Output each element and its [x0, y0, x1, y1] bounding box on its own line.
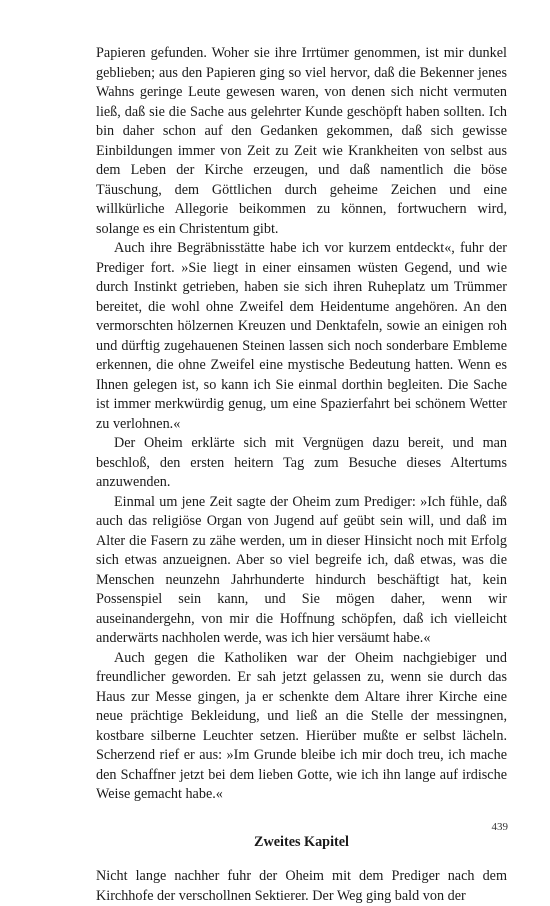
book-page	[96, 44, 507, 906]
chapter-heading: Zweites Kapitel	[254, 833, 349, 850]
chapter-text	[96, 867, 507, 906]
paragraph-1: Papieren gefunden. Woher sie ihre Irrtümer genommen, ist mir dunkel geblieben; aus den Papieren ging so viel hervor, daß die Bekenner jenes Wahns geringe Leute gewesen waren, von denen sich nicht vermuten ließ, daß sie die Sache aus gelehrter Kunde geschöpft haben sollten. Ich bin daher schon auf den Gedanken gekommen, daß sich gewisse Einbildungen immer von Zeit zu Zeit wie Krankheiten von selbst aus dem Leben der Kirche erzeugen, und daß namentlich die böse Täuschung, dem Göttlichen durch geheime Zeichen und eine willkürliche Allegorie beikommen zu können, fortwuchern wird, solange es ein Christentum gibt.	[96, 45, 507, 237]
paragraph-3: Der Oheim erklärte sich mit Vergnügen dazu bereit, und man beschloß, den ersten heitern Tag zum Besuche dieses Altertums anzuwenden.	[96, 435, 507, 490]
chapter-paragraph-1: Nicht lange nachher fuhr der Oheim mit dem Prediger nach dem Kirchhofe der verschollnen Sektierer. Der Weg ging bald von der	[96, 868, 507, 904]
page-number: 439	[491, 821, 508, 833]
body-text	[96, 44, 507, 805]
paragraph-4: Einmal um jene Zeit sagte der Oheim zum Prediger: »Ich fühle, daß auch das religiöse Organ von Jugend auf geübt sein will, und daß im Alter die Fasern zu zähe werden, um in dieser Hinsicht noch mit Erfolg sich etwas anzueignen. Aber so viel begreife ich, daß etwas, was die Menschen neunzehn Jahrhunderte hindurch beschäftigt hat, kein Possenspiel sein kann, und Sie mögen daher, wenn wir auseinandergehn, von mir die Hoffnung schöpfen, daß ich vielleicht anderwärts nachholen werde, was ich hier versäumt habe.«	[96, 493, 507, 646]
paragraph-5: Auch gegen die Katholiken war der Oheim nachgiebiger und freundlicher geworden. Er sah jetzt gelassen zu, wenn sie durch das Haus zur Messe gingen, ja er schenkte dem Altare ihrer Kirche eine neue prächtige Bekleidung, und ließ an die Stelle der messingnen, kostbare silberne Leuchter setzen. Hierüber mußte er selbst lächeln. Scherzend rief er aus: »Im Grunde bleibe ich mir doch treu, ich mache den Schaffner jetzt bei dem lieben Gotte, wie ich ihn lange auf irdische Weise gemacht habe.«	[96, 649, 507, 802]
paragraph-2: Auch ihre Begräbnisstätte habe ich vor kurzem entdeckt«, fuhr der Prediger fort. »Sie liegt in einer einsamen wüsten Gegend, und wie durch Instinkt getrieben, haben sie sich ihren Ruheplatz um Trümmer bereitet, die wohl ohne Zweifel dem Heidentume angehören. An den vermorschten hölzernen Kreuzen und Denktafeln, sowie an einigen roh und dürftig zugehauenen Steinen lassen sich noch sonderbare Embleme erkennen, die ohne Zweifel eine mystische Bedeutung hatten. Wenn es Ihnen gelegen ist, so kann ich Sie einmal dorthin begleiten. Die Sache ist immer merkwürdig genug, um eine Spazierfahrt bei schönem Wetter zu verlohnen.«	[96, 240, 507, 432]
